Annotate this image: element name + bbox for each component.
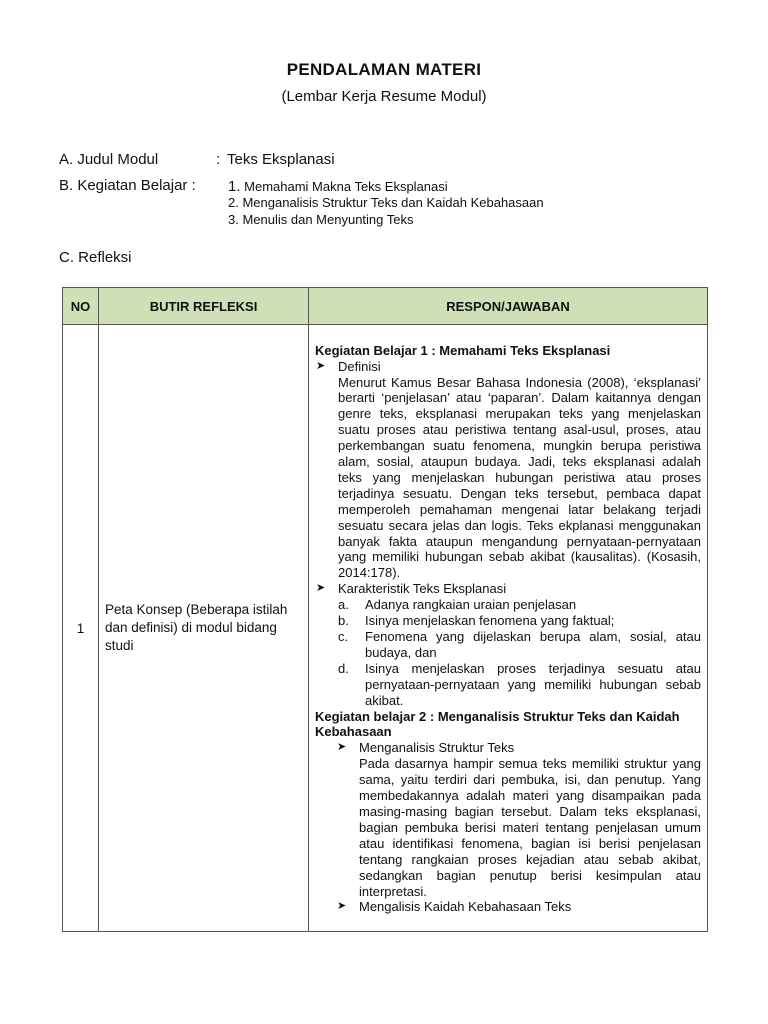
table-header-row [63,288,708,325]
module-title-label: A. Judul Modul [59,151,159,168]
activity-number: 2. [228,195,239,210]
kb1-heading: Kegiatan Belajar 1 : Memahami Teks Eksplanasi [315,342,611,358]
reflection-item: Peta Konsep (Beberapa istilah dan definisi) di modul bidang studi [99,325,309,932]
characteristics-list [315,597,701,708]
header-no: NO [63,288,99,325]
document-subtitle: (Lembar Kerja Resume Modul) [281,88,487,105]
document-title: PENDALAMAN MATERI [286,60,482,79]
activity-number: 3. [228,212,239,227]
module-title-colon: : [216,151,221,168]
language-label: Mengalisis Kaidah Kebahasaan Teks [359,899,572,915]
module-title-row [59,151,335,168]
language-bullet [315,899,701,915]
definition-label: Definisi [338,358,381,374]
activity-number: 1. [228,178,241,195]
structure-bullet [315,740,701,756]
kb2-heading: Kegiatan belajar 2 : Menganalisis Struktur Teks dan Kaidah Kebahasaan [315,708,680,740]
module-title-value: Teks Eksplanasi [227,151,335,168]
list-item: c. Fenomena yang dijelaskan berupa alam, sosial, atau budaya, dan [338,629,701,660]
definition-text: Menurut Kamus Besar Bahasa Indonesia (2008), ‘eksplanasi’ berarti ‘penjelasan’ atau ‘paparan’. Dalam kaitannya dengan genre teks, eksplanasi merupakan teks yang menjelaskan suatu proses atau peristiwa tentang asal-usul, proses, atau perkembangan suatu fenomena, mungkin berupa peristiwa alam, sosial, ataupun budaya. Jadi, teks eksplanasi adalah teks yang menjelaskan hubungan peristiwa atau proses terjadinya sesuatu. Dengan teks tersebut, pembaca dapat memperoleh pemahaman mengenai latar belakang terjadi sesuatu secara jelas dan logis. Teks ekplanasi menggunakan banyak fakta ataupun mengandung pernyataan-pernyataan yang memiliki hubungan sebab akibat (kausalitas). (Kosasih, 2014:178). [338,374,701,581]
activity-text: Memahami Makna Teks Eksplanasi [244,179,448,194]
list-item: b. Isinya menjelaskan fenomena yang faktual; [338,613,615,629]
response-cell [309,325,708,932]
definition-bullet [315,359,701,375]
arrowhead-bullet-icon: ➤ [337,741,347,754]
reflection-table [62,287,708,932]
activity-text: Menganalisis Struktur Teks dan Kaidah Kebahasaan [242,195,544,210]
arrowhead-bullet-icon: ➤ [316,582,326,595]
reflection-label: C. Refleksi [59,249,132,266]
structure-label: Menganalisis Struktur Teks [359,740,515,756]
activity-text: Menulis dan Menyunting Teks [242,212,414,227]
activity-item-2 [228,195,544,210]
row-number: 1 [63,325,99,932]
header-response: RESPON/JAWABAN [309,288,708,325]
characteristics-bullet [315,581,701,597]
characteristics-label: Karakteristik Teks Eksplanasi [338,581,507,597]
activity-item-1 [228,178,448,195]
activities-label: B. Kegiatan Belajar : [59,177,196,194]
arrowhead-bullet-icon: ➤ [316,359,326,372]
list-item: a. Adanya rangkaian uraian penjelasan [338,597,577,613]
arrowhead-bullet-icon: ➤ [337,900,347,913]
structure-text: Pada dasarnya hampir semua teks memiliki struktur yang sama, yaitu terdiri dari pembuka, isi, dan penutup. Yang membedakannya adalah materi yang disampaikan pada masing-masing bagian tersebut. Dalam teks eksplanasi, bagian pembuka berisi materi tentang penjelasan umum atau identifikasi fenomena, bagian isi berisi penjelasan tentang rangkaian proses kejadian atau sebab akibat, sedangkan bagian penutup berisi kesimpulan atau interpretasi. [359,756,701,899]
table-row [63,325,708,932]
list-item: d. Isinya menjelaskan proses terjadinya sesuatu atau pernyataan-pernyataan yang memiliki hubungan sebab akibat. [338,660,701,708]
header-item: BUTIR REFLEKSI [99,288,309,325]
activity-item-3 [228,212,414,227]
